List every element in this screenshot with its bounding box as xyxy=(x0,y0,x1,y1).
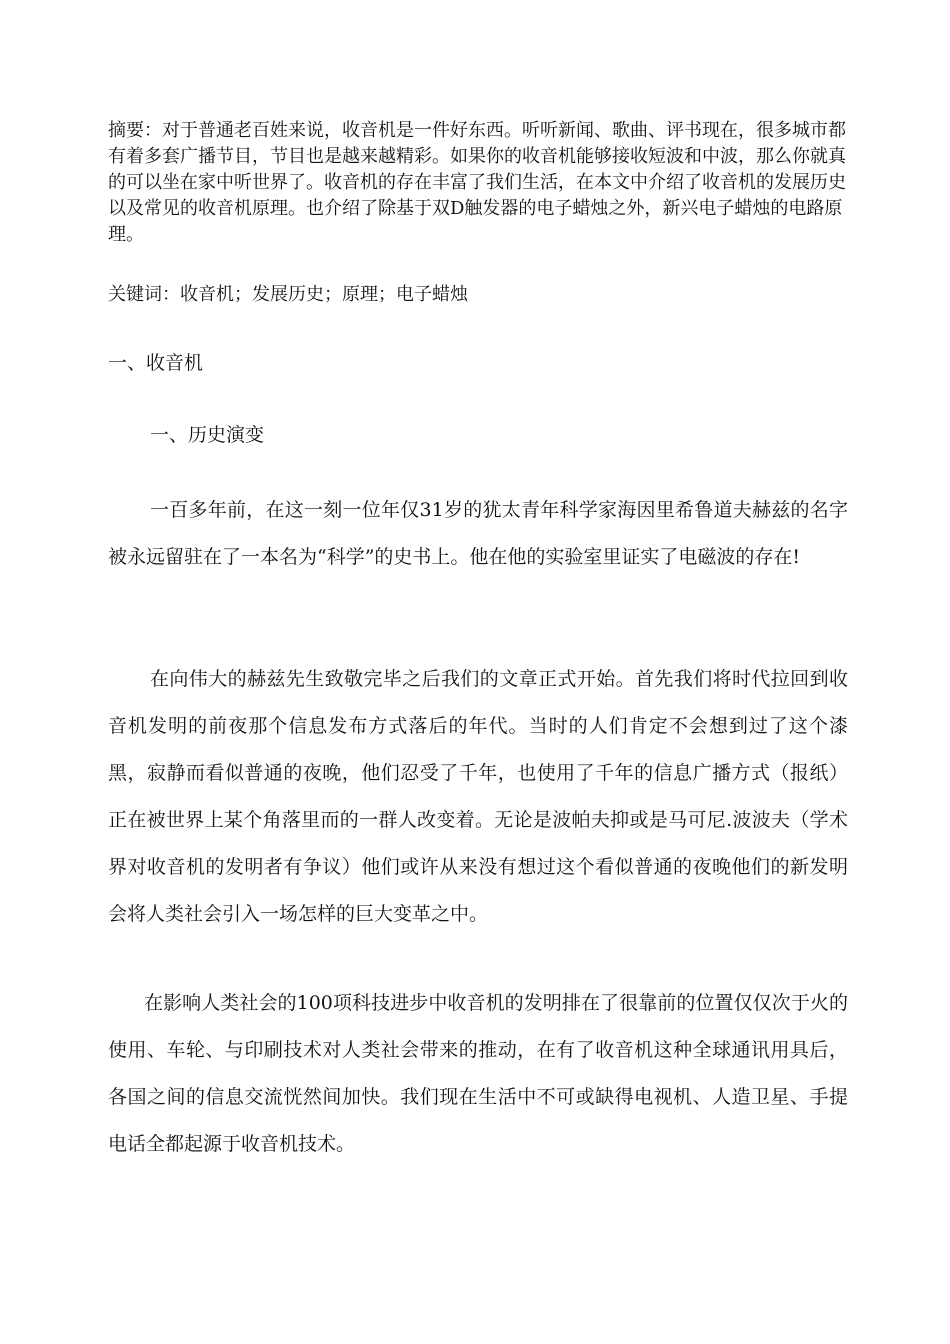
abstract-paragraph: 摘要：对于普通老百姓来说，收音机是一件好东西。听听新闻、歌曲、评书现在，很多城市都有着多套广播节目，节目也是越来越精彩。如果你的收音机能够接收短波和中波，那么你就真的可以坐在家中听世界了。收音机的存在丰富了我们生活，在本文中介绍了收音机的发展历史以及常见的收音机原理。也介绍了除基于双D触发器的电子蜡烛之外，新兴电子蜡烛的电路原理。 xyxy=(108,120,846,245)
keywords-line: 关键词：收音机；发展历史；原理；电子蜡烛 xyxy=(108,284,468,305)
body-paragraph-3: 在影响人类社会的100项科技进步中收音机的发明排在了很靠前的位置仅仅次于火的使用、车轮、与印刷技术对人类社会带来的推动，在有了收音机这种全球通讯用具后，各国之间的信息交流恍然间加快。我们现在生活中不可或缺得电视机、人造卫星、手提电话全都起源于收音机技术。 xyxy=(108,992,848,1155)
body-paragraph-1: 一百多年前，在这一刻一位年仅31岁的犹太青年科学家海因里希鲁道夫赫兹的名字被永远留驻在了一本名为“科学”的史书上。他在他的实验室里证实了电磁波的存在! xyxy=(108,499,848,568)
section-heading: 一、收音机 xyxy=(108,352,204,374)
body-paragraph-2: 在向伟大的赫兹先生致敬完毕之后我们的文章正式开始。首先我们将时代拉回到收音机发明的前夜那个信息发布方式落后的年代。当时的人们肯定不会想到过了这个漆黑，寂静而看似普通的夜晚，他们忍受了千年，也使用了千年的信息广播方式（报纸）正在被世界上某个角落里而的一群人改变着。无论是波帕夫抑或是马可尼.波波夫（学术界对收音机的发明者有争议）他们或许从来没有想过这个看似普通的夜晚他们的新发明会将人类社会引入一场怎样的巨大变革之中。 xyxy=(108,668,848,925)
subsection-heading: 一、历史演变 xyxy=(150,424,265,446)
